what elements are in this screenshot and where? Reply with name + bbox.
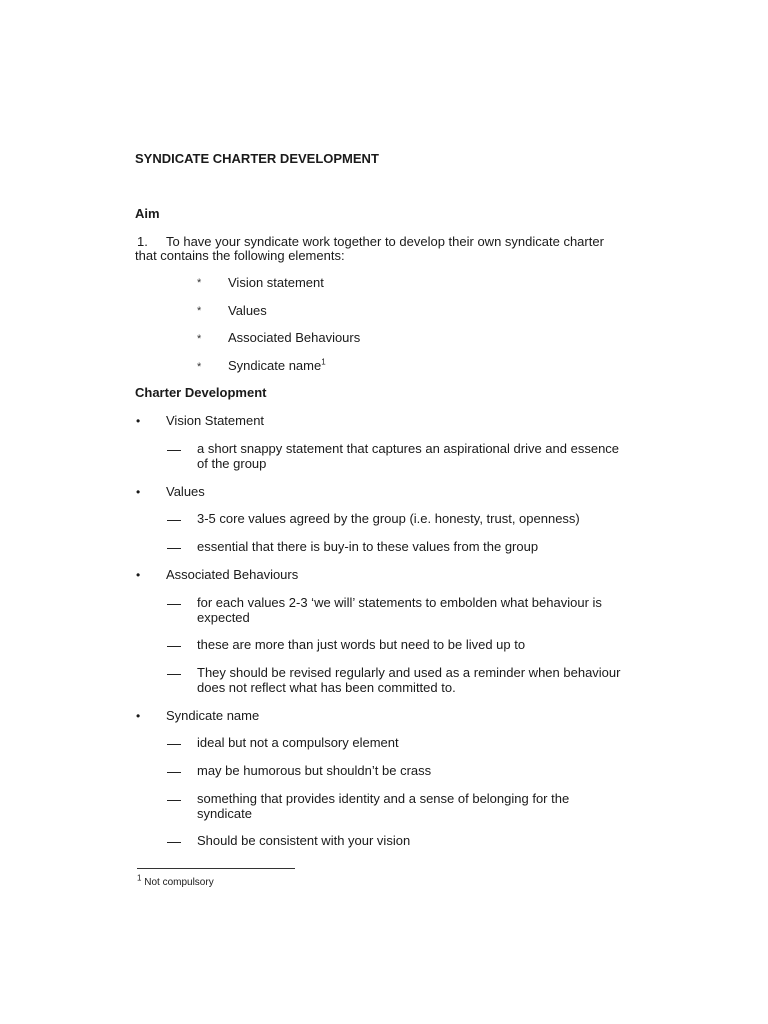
dash-icon (167, 800, 181, 801)
footnote-divider (137, 868, 295, 869)
dash-icon (167, 604, 181, 605)
section-item-line: of the group (197, 456, 267, 471)
dash-icon (167, 646, 181, 647)
section-item-line: something that provides identity and a sense of belonging for the (197, 791, 570, 806)
element-item-label: Syndicate name (228, 358, 322, 373)
section-item-line: a short snappy statement that captures an aspirational drive and essence (197, 441, 620, 456)
footnote (137, 873, 214, 889)
aim-text-line-2: that contains the following elements: (135, 248, 345, 263)
section-item-line: expected (197, 610, 250, 625)
aim-text-line-1: To have your syndicate work together to develop their own syndicate charter (166, 234, 604, 249)
section-item-line: 3-5 core values agreed by the group (i.e. honesty, trust, openness) (197, 511, 580, 526)
element-star: * (197, 305, 202, 317)
section-label: Vision Statement (166, 413, 265, 428)
dash-icon (167, 744, 181, 745)
footnote-text: Not compulsory (144, 877, 214, 888)
section-item-line: Should be consistent with your vision (197, 833, 411, 848)
element-item: Vision statement (228, 275, 324, 290)
dash-icon (167, 450, 181, 451)
dash-icon (167, 548, 181, 549)
section-label: Values (166, 484, 205, 499)
dash-icon (167, 520, 181, 521)
section-item-line: They should be revised regularly and used as a reminder when behaviour (197, 665, 621, 680)
element-star: * (197, 277, 202, 289)
section-item-line: syndicate (197, 806, 252, 821)
section-item-line: essential that there is buy-in to these values from the group (197, 539, 539, 554)
element-item (228, 358, 326, 373)
dash-icon (167, 842, 181, 843)
charter-development-heading: Charter Development (135, 385, 267, 400)
element-item: Values (228, 303, 267, 318)
bullet-icon: • (136, 568, 141, 582)
section-item-line: may be humorous but shouldn’t be crass (197, 763, 432, 778)
bullet-icon: • (136, 709, 141, 723)
bullet-icon: • (136, 485, 141, 499)
aim-heading: Aim (135, 206, 160, 221)
footnote-number: 1 (137, 873, 142, 883)
section-item-line: for each values 2-3 ‘we will’ statements to embolden what behaviour is (197, 595, 602, 610)
bullet-icon: • (136, 414, 141, 428)
dash-icon (167, 674, 181, 675)
element-star: * (197, 333, 202, 345)
section-label: Syndicate name (166, 708, 260, 723)
document-title: SYNDICATE CHARTER DEVELOPMENT (135, 151, 379, 166)
section-item-line: does not reflect what has been committed to. (197, 680, 456, 695)
section-item-line: these are more than just words but need to be lived up to (197, 637, 526, 652)
section-label: Associated Behaviours (166, 567, 299, 582)
aim-number: 1. (137, 234, 148, 249)
dash-icon (167, 772, 181, 773)
element-item: Associated Behaviours (228, 330, 361, 345)
element-star: * (197, 361, 202, 373)
section-item-line: ideal but not a compulsory element (197, 735, 399, 750)
footnote-reference: 1 (321, 357, 326, 367)
